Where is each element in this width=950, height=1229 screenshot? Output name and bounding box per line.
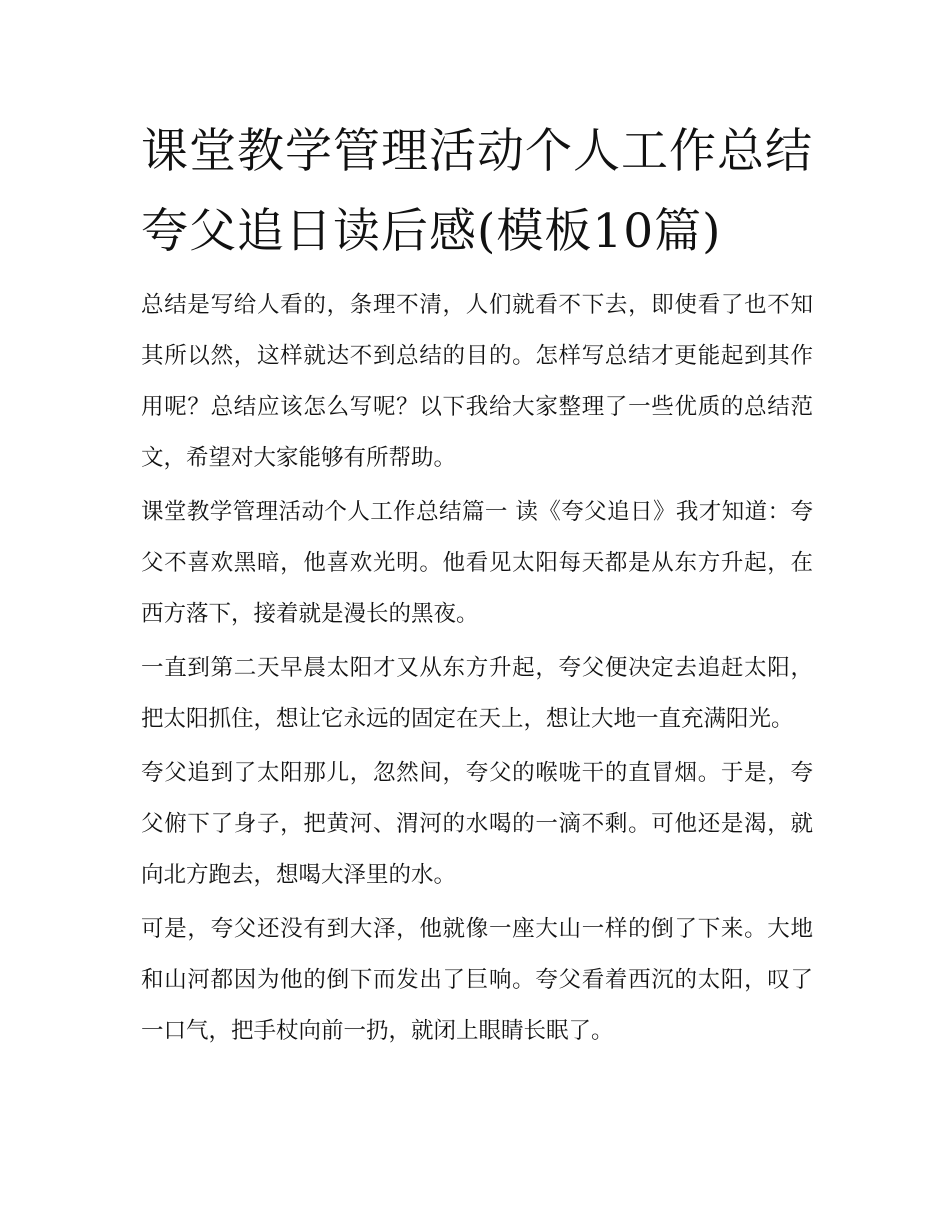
paragraph-4: 可是，夸父还没有到大泽，他就像一座大山一样的倒了下来。大地和山河都因为他的倒下而发出了巨响。夸父看着西沉的太阳，叹了一口气，把手杖向前一扔，就闭上眼睛长眠了。	[141, 916, 813, 1044]
paragraph-intro: 总结是写给人看的，条理不清，人们就看不下去，即使看了也不知其所以然，这样就达不到总结的目的。怎样写总结才更能起到其作用呢？总结应该怎么写呢？以下我给大家整理了一些优质的总结范文，希望对大家能够有所帮助。	[141, 292, 813, 471]
paragraph-3: 夸父追到了太阳那儿，忽然间，夸父的喉咙干的直冒烟。于是，夸父俯下了身子，把黄河、渭河的水喝的一滴不剩。可他还是渴，就向北方跑去，想喝大泽里的水。	[141, 760, 813, 888]
document-page	[141, 112, 813, 1060]
paragraph-1: 课堂教学管理活动个人工作总结篇一 读《夸父追日》我才知道：夸父不喜欢黑暗，他喜欢光明。他看见太阳每天都是从东方升起，在西方落下，接着就是漫长的黑夜。	[141, 499, 813, 627]
document-title: 课堂教学管理活动个人工作总结 夸父追日读后感(模板10篇)	[141, 124, 813, 259]
paragraph-2: 一直到第二天早晨太阳才又从东方升起，夸父便决定去追赶太阳，把太阳抓住，想让它永远的固定在天上，想让大地一直充满阳光。	[141, 655, 813, 732]
